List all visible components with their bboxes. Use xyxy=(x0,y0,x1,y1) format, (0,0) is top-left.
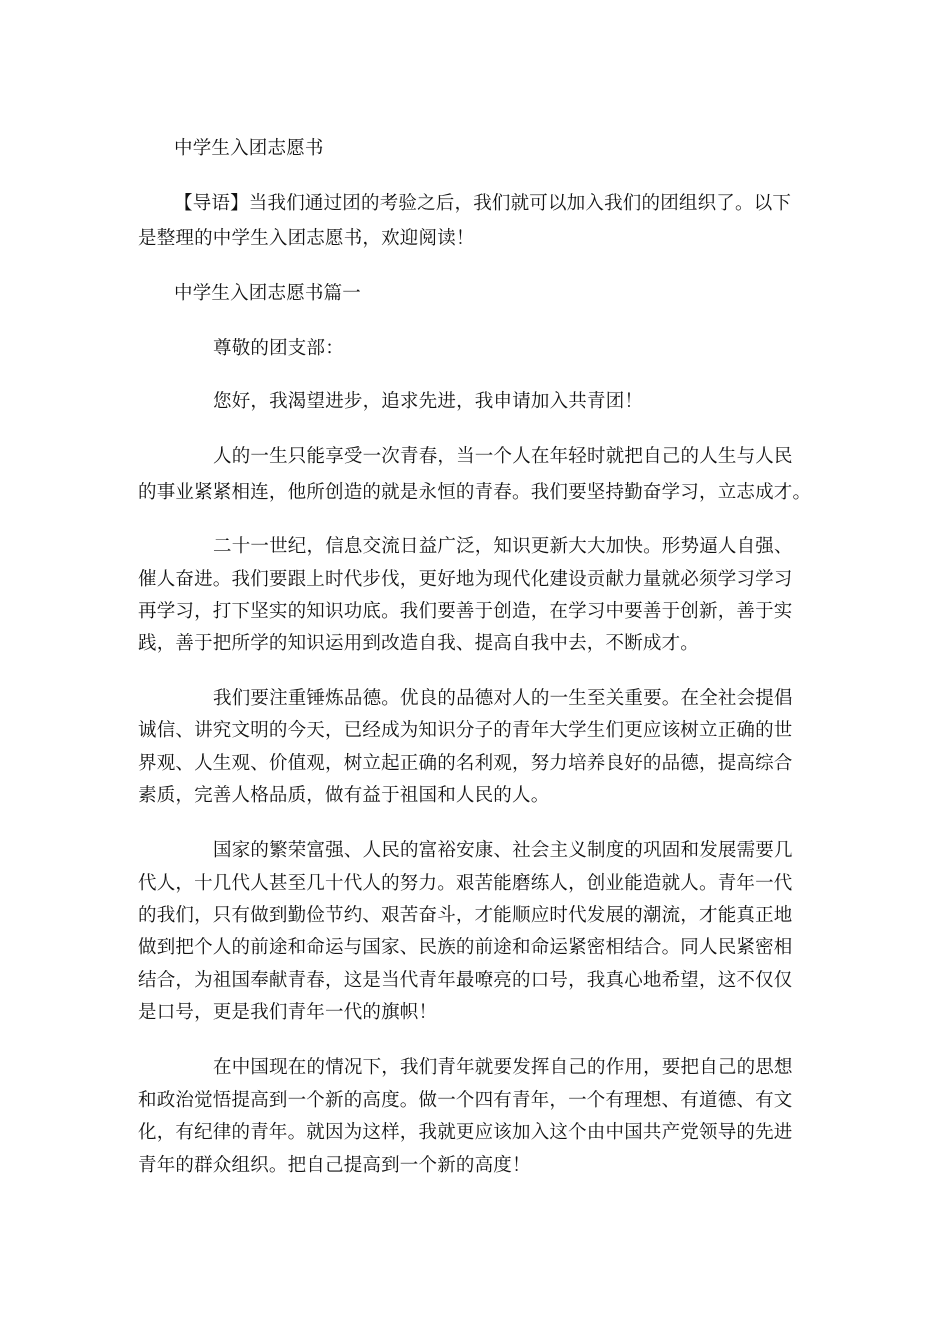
paragraph-3-line-4: 素质，完善人格品质，做有益于祖国和人民的人。 xyxy=(138,785,550,806)
greeting: 您好，我渴望进步，追求先进，我申请加入共青团！ xyxy=(213,391,644,412)
paragraph-3-line-3: 界观、人生观、价值观，树立起正确的名利观，努力培养良好的品德，提高综合 xyxy=(138,753,793,774)
document-title: 中学生入团志愿书 xyxy=(174,138,324,159)
section-title: 中学生入团志愿书篇一 xyxy=(174,283,362,304)
intro-line-2: 是整理的中学生入团志愿书，欢迎阅读！ xyxy=(138,228,475,249)
paragraph-1-line-1: 人的一生只能享受一次青春，当一个人在年轻时就把自己的人生与人民 xyxy=(213,446,793,467)
paragraph-4-line-4: 做到把个人的前途和命运与国家、民族的前途和命运紧密相结合。同人民紧密相 xyxy=(138,937,793,958)
paragraph-4-line-6: 是口号，更是我们青年一代的旗帜！ xyxy=(138,1002,438,1023)
paragraph-4-line-1: 国家的繁荣富强、人民的富裕安康、社会主义制度的巩固和发展需要几 xyxy=(213,840,793,861)
paragraph-4-line-5: 结合，为祖国奉献青春，这是当代青年最嘹亮的口号，我真心地希望，这不仅仅 xyxy=(138,970,793,991)
paragraph-3-line-2: 诚信、讲究文明的今天，已经成为知识分子的青年大学生们更应该树立正确的世 xyxy=(138,720,793,741)
paragraph-4-line-3: 的我们，只有做到勤俭节约、艰苦奋斗，才能顺应时代发展的潮流，才能真正地 xyxy=(138,905,793,926)
paragraph-5-line-1: 在中国现在的情况下，我们青年就要发挥自己的作用，要把自己的思想 xyxy=(213,1057,793,1078)
paragraph-5-line-2: 和政治觉悟提高到一个新的高度。做一个四有青年，一个有理想、有道德、有文 xyxy=(138,1090,793,1111)
paragraph-2-line-2: 催人奋进。我们要跟上时代步伐，更好地为现代化建设贡献力量就必须学习学习 xyxy=(138,569,793,590)
paragraph-4-line-2: 代人，十几代人甚至几十代人的努力。艰苦能磨练人，创业能造就人。青年一代 xyxy=(138,873,793,894)
paragraph-2-line-1: 二十一世纪，信息交流日益广泛，知识更新大大加快。形势逼人自强、 xyxy=(213,536,793,557)
paragraph-5-line-4: 青年的群众组织。把自己提高到一个新的高度！ xyxy=(138,1155,531,1176)
paragraph-5-line-3: 化，有纪律的青年。就因为这样，我就更应该加入这个由中国共产党领导的先进 xyxy=(138,1122,793,1143)
paragraph-2-line-4: 践，善于把所学的知识运用到改造自我、提高自我中去，不断成才。 xyxy=(138,633,700,654)
paragraph-1-line-2: 的事业紧紧相连，他所创造的就是永恒的青春。我们要坚持勤奋学习，立志成才。 xyxy=(138,482,812,503)
paragraph-2-line-3: 再学习，打下坚实的知识功底。我们要善于创造，在学习中要善于创新，善于实 xyxy=(138,601,793,622)
salutation: 尊敬的团支部： xyxy=(213,338,344,359)
paragraph-3-line-1: 我们要注重锤炼品德。优良的品德对人的一生至关重要。在全社会提倡 xyxy=(213,688,793,709)
intro-line-1: 【导语】当我们通过团的考验之后，我们就可以加入我们的团组织了。以下 xyxy=(174,193,792,214)
